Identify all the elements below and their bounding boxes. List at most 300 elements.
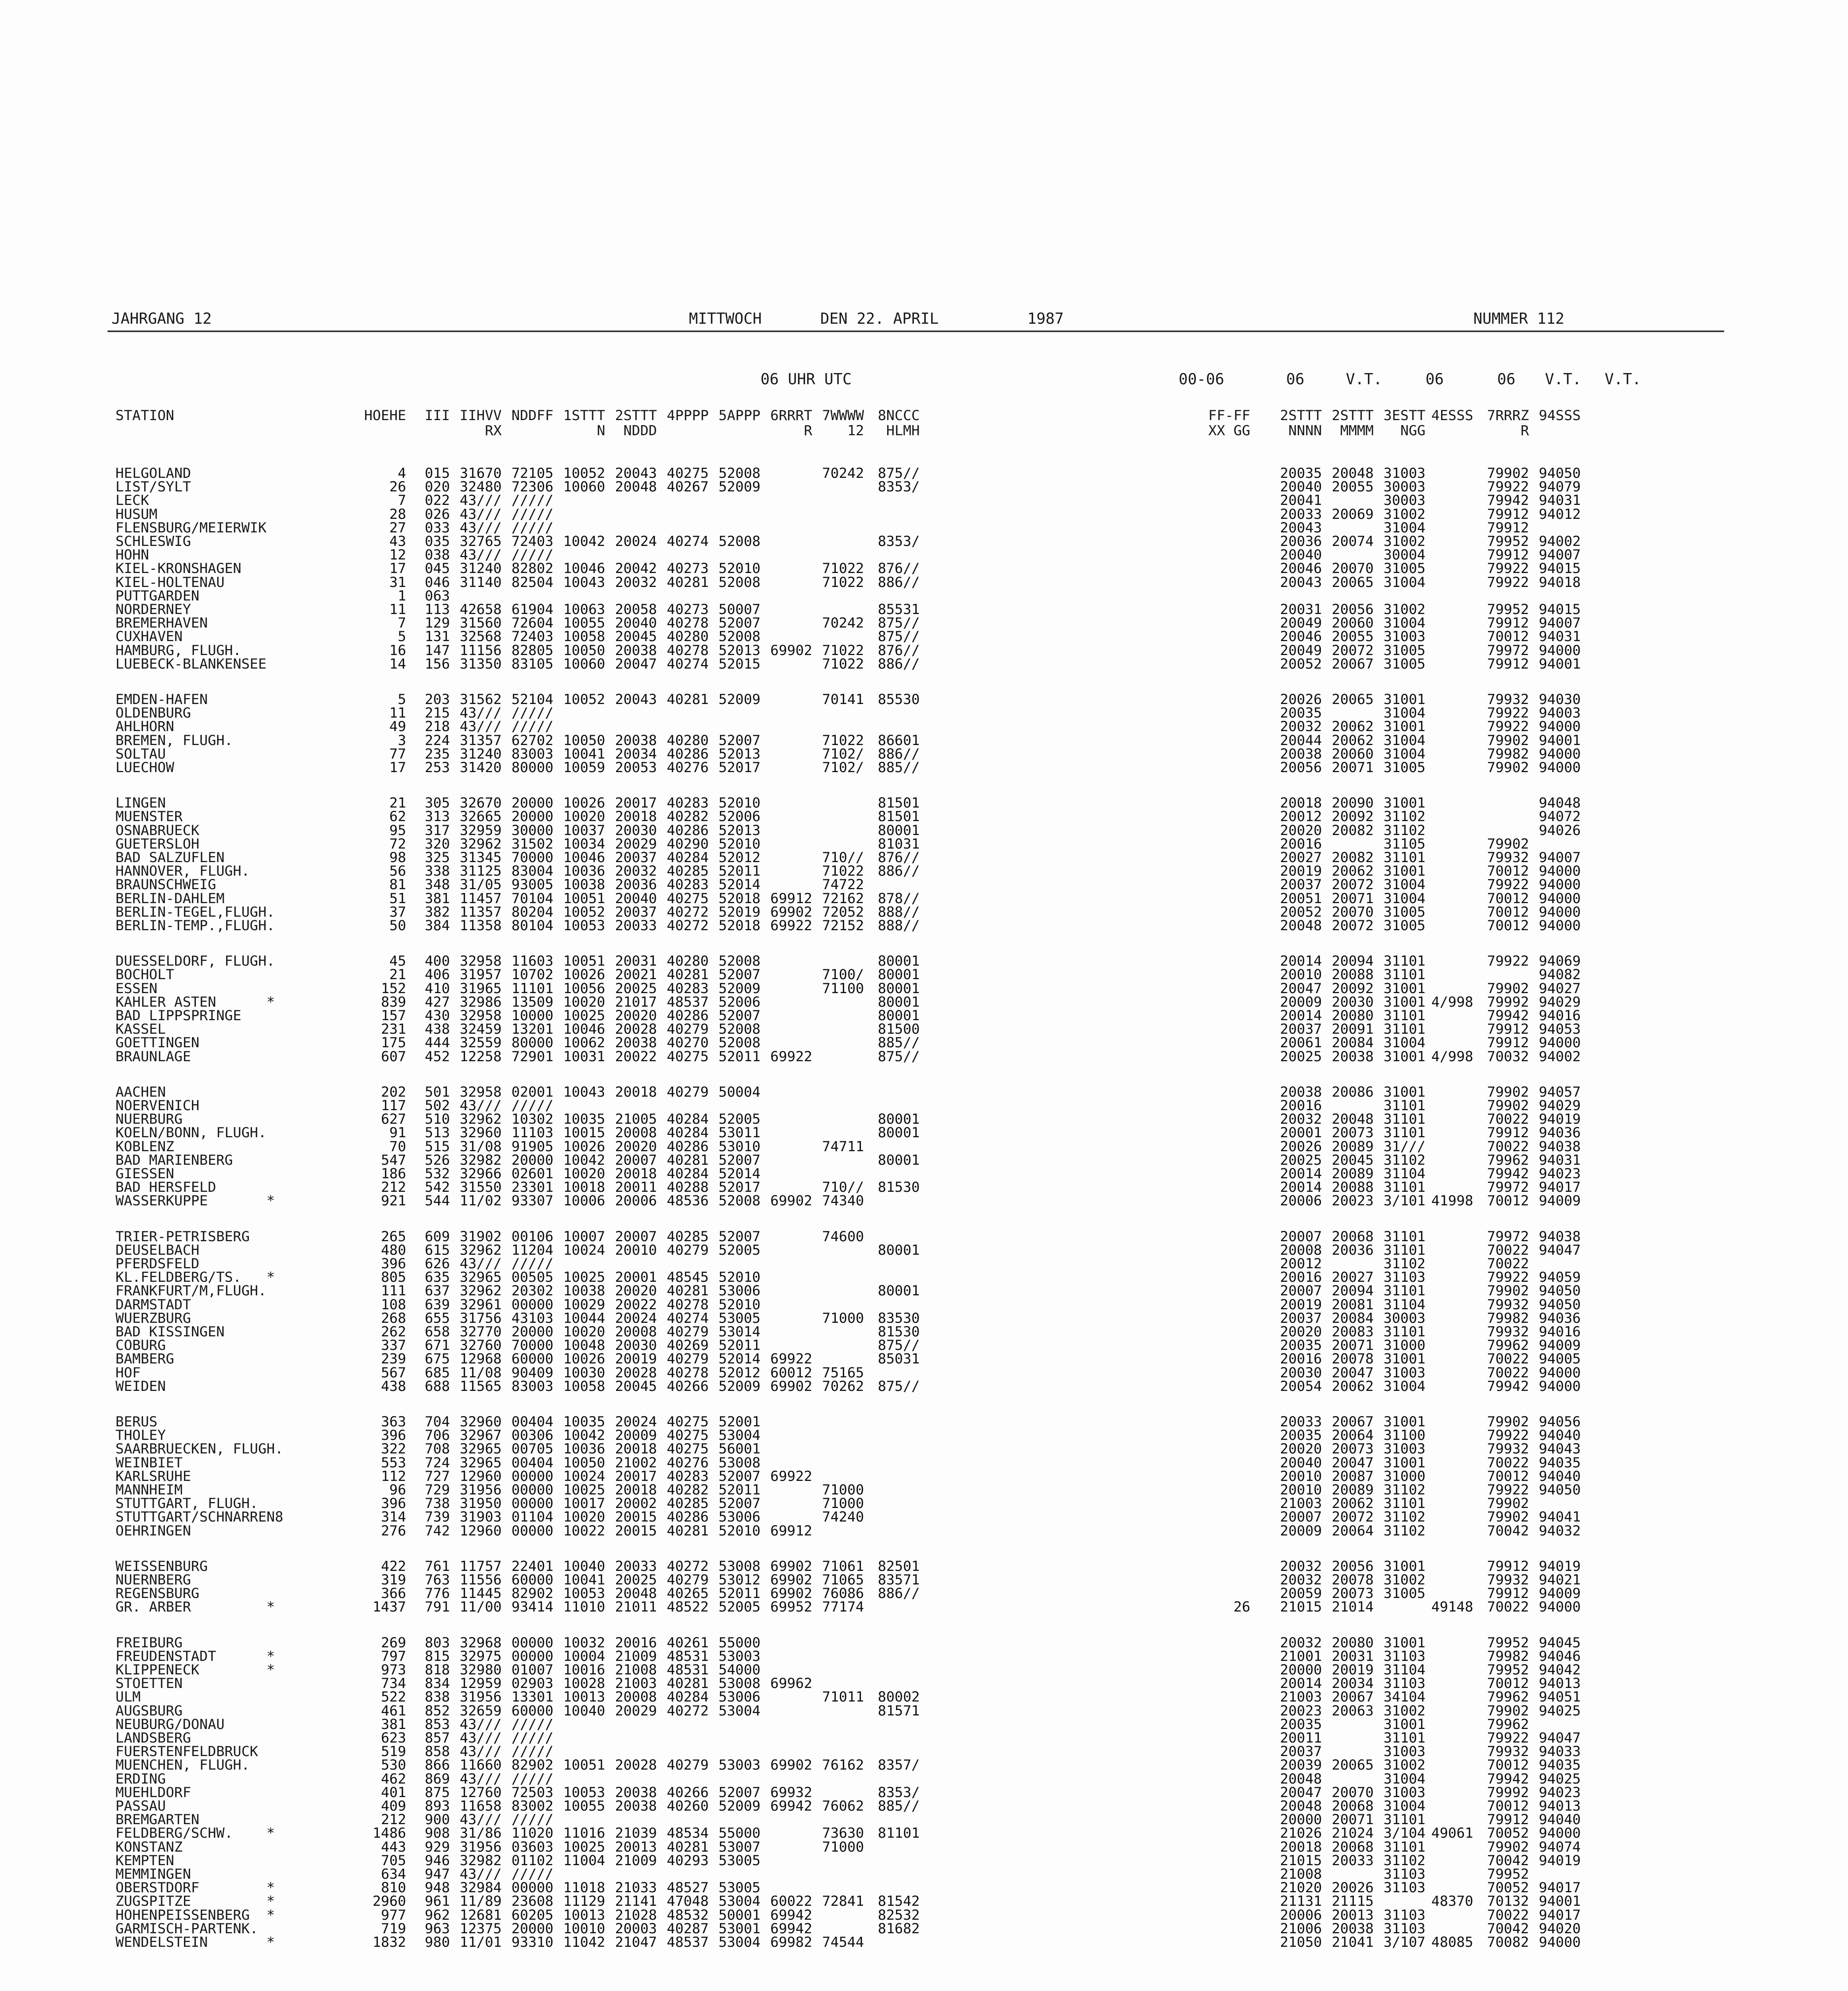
cell-hoehe: 12 xyxy=(389,547,406,563)
cell-iii: 305 xyxy=(424,795,450,812)
cell-hoehe: 977 xyxy=(381,1907,406,1923)
cell-b94sss: 94050 xyxy=(1539,1482,1581,1498)
cell-c7wwww: 74340 xyxy=(822,1193,864,1209)
station-name: PUTTGARDEN xyxy=(115,588,199,604)
cell-b2sttt: 20025 xyxy=(1280,1048,1322,1065)
cell-b2sttt: 20035 xyxy=(1280,1428,1322,1444)
cell-c4pppp: 40272 xyxy=(667,904,709,920)
table-row xyxy=(0,1125,1848,1140)
cell-iii: 381 xyxy=(424,890,450,907)
cell-b3esst: 31101 xyxy=(1383,1242,1426,1258)
cell-c4pppp: 40274 xyxy=(667,656,709,672)
cell-nddff: 83002 xyxy=(511,1798,553,1814)
cell-nddff: ///// xyxy=(511,1744,553,1760)
cell-iii: 962 xyxy=(424,1907,450,1923)
cell-b2sttt2: 20038 xyxy=(1332,1921,1374,1937)
cell-nddff: 10702 xyxy=(511,967,553,983)
cell-hoehe: 117 xyxy=(381,1098,406,1114)
cell-b7rrrz: 79902 xyxy=(1487,836,1529,852)
cell-c2sttt: 20008 xyxy=(615,1324,657,1340)
cell-c8nccc: 886// xyxy=(878,574,920,591)
cell-c6rrrt: 69902 xyxy=(770,1193,812,1209)
cell-b2sttt: 20033 xyxy=(1280,1414,1322,1430)
cell-nddff: 01007 xyxy=(511,1662,553,1678)
cell-b2sttt: 21006 xyxy=(1280,1921,1322,1937)
cell-c7wwww: 71061 xyxy=(822,1558,864,1574)
cell-b7rrrz: 79912 xyxy=(1487,1125,1529,1141)
cell-c7wwww: 74544 xyxy=(822,1934,864,1950)
cell-b7rrrz: 70022 xyxy=(1487,1365,1529,1381)
cell-c5appp: 52007 xyxy=(718,615,761,632)
cell-b2sttt: 20012 xyxy=(1280,809,1322,825)
cell-b94sss: 94012 xyxy=(1539,506,1581,522)
station-name: REGENSBURG xyxy=(115,1586,199,1602)
cell-iihvv: 31550 xyxy=(460,1179,502,1196)
cell-nddff: 93005 xyxy=(511,877,553,893)
cell-b3esst: 31002 xyxy=(1383,602,1426,618)
group-label-5: 06 xyxy=(1497,370,1516,388)
cell-c4pppp: 40278 xyxy=(667,642,709,659)
cell-c1sttt: 10031 xyxy=(563,1048,605,1065)
table-row xyxy=(0,1635,1848,1651)
cell-b3esst: 3/101 xyxy=(1383,1193,1426,1209)
cell-c5appp: 52009 xyxy=(718,692,761,708)
table-row xyxy=(0,1758,1848,1773)
cell-c8nccc: 875// xyxy=(878,465,920,481)
column-header-c5appp: 5APPP xyxy=(718,408,761,424)
cell-iihvv: 43/// xyxy=(460,1098,502,1114)
cell-iihvv: 32958 xyxy=(460,1084,502,1100)
cell-iihvv: 31560 xyxy=(460,615,502,632)
cell-b2sttt2: 20092 xyxy=(1332,809,1374,825)
cell-c1sttt: 10030 xyxy=(563,1365,605,1381)
cell-hoehe: 409 xyxy=(381,1798,406,1814)
cell-c5appp: 53004 xyxy=(718,1934,761,1950)
cell-c1sttt: 11016 xyxy=(563,1825,605,1842)
cell-hoehe: 21 xyxy=(389,967,406,983)
cell-iii: 131 xyxy=(424,629,450,645)
cell-c6rrrt: 69902 xyxy=(770,904,812,920)
cell-iihvv: 11357 xyxy=(460,904,502,920)
cell-iii: 946 xyxy=(424,1852,450,1869)
cell-b7rrrz: 79952 xyxy=(1487,602,1529,618)
cell-c5appp: 54000 xyxy=(718,1662,761,1678)
cell-c1sttt: 10050 xyxy=(563,642,605,659)
station-name: WENDELSTEIN * xyxy=(115,1934,275,1950)
cell-iii: 020 xyxy=(424,479,450,495)
cell-b7rrrz: 79942 xyxy=(1487,1008,1529,1024)
table-row xyxy=(0,1826,1848,1841)
cell-b2sttt: 20020 xyxy=(1280,1441,1322,1457)
cell-c7wwww: 70242 xyxy=(822,615,864,632)
cell-c4pppp: 40272 xyxy=(667,1558,709,1574)
cell-c8nccc: 81031 xyxy=(878,836,920,852)
cell-iii: 875 xyxy=(424,1784,450,1801)
station-name: DARMSTADT xyxy=(115,1297,191,1313)
cell-c5appp: 52008 xyxy=(718,953,761,970)
cell-iihvv: 43/// xyxy=(460,1866,502,1882)
cell-b94sss: 94023 xyxy=(1539,1784,1581,1801)
cell-nddff: 00000 xyxy=(511,1468,553,1484)
cell-c8nccc: 80001 xyxy=(878,980,920,997)
cell-b7rrrz: 79912 xyxy=(1487,615,1529,632)
cell-c2sttt: 20011 xyxy=(615,1179,657,1196)
station-column-header: STATION xyxy=(115,408,174,424)
station-name: TRIER-PETRISBERG xyxy=(115,1228,250,1245)
cell-hoehe: 705 xyxy=(381,1852,406,1869)
cell-b2sttt2: 20072 xyxy=(1332,918,1374,934)
cell-hoehe: 530 xyxy=(381,1757,406,1774)
table-row xyxy=(0,1297,1848,1312)
cell-b7rrrz: 79922 xyxy=(1487,953,1529,970)
column-subheader-ffff: XX GG xyxy=(1208,423,1250,439)
cell-c4pppp: 40275 xyxy=(667,890,709,907)
cell-hoehe: 108 xyxy=(381,1297,406,1313)
cell-c5appp: 52005 xyxy=(718,1111,761,1128)
cell-iihvv: 31140 xyxy=(460,574,502,591)
cell-hoehe: 186 xyxy=(381,1166,406,1182)
cell-b2sttt2: 20065 xyxy=(1332,692,1374,708)
cell-b3esst: 31103 xyxy=(1383,1880,1426,1896)
cell-b2sttt: 20007 xyxy=(1280,1283,1322,1299)
cell-c4pppp: 40285 xyxy=(667,1228,709,1245)
cell-iii: 639 xyxy=(424,1297,450,1313)
cell-c4pppp: 40266 xyxy=(667,1378,709,1394)
cell-c5appp: 52007 xyxy=(718,732,761,749)
table-row xyxy=(0,918,1848,933)
table-row xyxy=(0,1510,1848,1525)
cell-b3esst: 31003 xyxy=(1383,629,1426,645)
cell-nddff: 82802 xyxy=(511,561,553,577)
group-label-4: 06 xyxy=(1426,370,1444,388)
cell-c5appp: 52005 xyxy=(718,1599,761,1615)
cell-c4pppp: 40275 xyxy=(667,1048,709,1065)
cell-b3esst: 31101 xyxy=(1383,953,1426,970)
cell-iii: 671 xyxy=(424,1338,450,1354)
cell-c2sttt: 20029 xyxy=(615,1703,657,1719)
cell-b94sss: 94002 xyxy=(1539,534,1581,550)
cell-c1sttt: 10059 xyxy=(563,760,605,776)
cell-c4pppp: 40275 xyxy=(667,1441,709,1457)
table-row xyxy=(0,1229,1848,1244)
station-name: WEINBIET xyxy=(115,1455,183,1471)
station-name: BRAUNSCHWEIG xyxy=(115,877,216,893)
cell-b2sttt2: 20065 xyxy=(1332,574,1374,591)
cell-b2sttt: 20030 xyxy=(1280,1365,1322,1381)
cell-b94sss: 94036 xyxy=(1539,1125,1581,1141)
cell-c2sttt: 20025 xyxy=(615,980,657,997)
cell-c5appp: 52008 xyxy=(718,1021,761,1038)
table-row xyxy=(0,1703,1848,1719)
cell-c8nccc: 80001 xyxy=(878,1125,920,1141)
cell-b3esst: 31101 xyxy=(1383,1125,1426,1141)
cell-nddff: 80204 xyxy=(511,904,553,920)
cell-b7rrrz: 79922 xyxy=(1487,1428,1529,1444)
cell-c1sttt: 10040 xyxy=(563,1703,605,1719)
cell-c1sttt: 10051 xyxy=(563,953,605,970)
cell-b94sss: 94007 xyxy=(1539,547,1581,563)
cell-hoehe: 7 xyxy=(397,493,406,509)
cell-iii: 513 xyxy=(424,1125,450,1141)
cell-hoehe: 17 xyxy=(389,561,406,577)
station-name: KIEL-HOLTENAU xyxy=(115,574,225,591)
cell-hoehe: 396 xyxy=(381,1496,406,1512)
cell-c4pppp: 40286 xyxy=(667,746,709,762)
cell-b2sttt: 20051 xyxy=(1280,890,1322,907)
cell-iii: 224 xyxy=(424,732,450,749)
cell-c6rrrt: 69942 xyxy=(770,1921,812,1937)
cell-b3esst: 31103 xyxy=(1383,1907,1426,1923)
station-name: FRANKFURT/M,FLUGH. xyxy=(115,1283,267,1299)
cell-b2sttt2: 20081 xyxy=(1332,1297,1374,1313)
cell-c6rrrt: 69962 xyxy=(770,1676,812,1692)
cell-b3esst: 31005 xyxy=(1383,561,1426,577)
cell-iihvv: 12960 xyxy=(460,1468,502,1484)
cell-iihvv: 32982 xyxy=(460,1152,502,1168)
cell-iii: 384 xyxy=(424,918,450,934)
column-header-c7wwww: 7WWWW xyxy=(822,408,864,424)
cell-c2sttt: 20030 xyxy=(615,822,657,839)
cell-c2sttt: 20020 xyxy=(615,1138,657,1155)
station-name: MANNHEIM xyxy=(115,1482,183,1498)
cell-iii: 026 xyxy=(424,506,450,522)
station-name: THOLEY xyxy=(115,1428,166,1444)
cell-b2sttt: 20038 xyxy=(1280,746,1322,762)
cell-c1sttt: 10024 xyxy=(563,1242,605,1258)
cell-b94sss: 94030 xyxy=(1539,692,1581,708)
cell-b2sttt: 20027 xyxy=(1280,850,1322,866)
cell-iihvv: 43/// xyxy=(460,1771,502,1787)
cell-c1sttt: 10044 xyxy=(563,1310,605,1326)
cell-nddff: 02601 xyxy=(511,1166,553,1182)
cell-c8nccc: 80001 xyxy=(878,1152,920,1168)
cell-b3esst: 31101 xyxy=(1383,1730,1426,1746)
cell-c4pppp: 48522 xyxy=(667,1599,709,1615)
cell-c1sttt: 10026 xyxy=(563,1138,605,1155)
table-row xyxy=(0,561,1848,576)
station-name: OBERSTDORF * xyxy=(115,1880,275,1896)
cell-b2sttt: 20038 xyxy=(1280,1084,1322,1100)
cell-b94sss: 94000 xyxy=(1539,746,1581,762)
cell-b94sss: 94040 xyxy=(1539,1428,1581,1444)
cell-iii: 515 xyxy=(424,1138,450,1155)
cell-hoehe: 627 xyxy=(381,1111,406,1128)
cell-nddff: 00000 xyxy=(511,1297,553,1313)
cell-b2sttt2: 20073 xyxy=(1332,1586,1374,1602)
cell-b3esst: 31005 xyxy=(1383,656,1426,672)
cell-c4pppp: 40285 xyxy=(667,1496,709,1512)
cell-b2sttt: 20040 xyxy=(1280,547,1322,563)
cell-c8nccc: 85531 xyxy=(878,602,920,618)
cell-c4pppp: 40286 xyxy=(667,1509,709,1526)
cell-b2sttt2: 20089 xyxy=(1332,1138,1374,1155)
cell-nddff: 72306 xyxy=(511,479,553,495)
cell-c2sttt: 20043 xyxy=(615,465,657,481)
cell-nddff: 11103 xyxy=(511,1125,553,1141)
cell-c8nccc: 81501 xyxy=(878,795,920,812)
cell-c2sttt: 20022 xyxy=(615,1048,657,1065)
cell-iii: 635 xyxy=(424,1269,450,1286)
cell-b7rrrz: 70022 xyxy=(1487,1907,1529,1923)
cell-c2sttt: 20008 xyxy=(615,1125,657,1141)
cell-c5appp: 52013 xyxy=(718,822,761,839)
cell-b2sttt2: 21014 xyxy=(1332,1599,1374,1615)
cell-c2sttt: 20040 xyxy=(615,890,657,907)
station-name: PFERDSFELD xyxy=(115,1256,199,1272)
station-name: FREIBURG xyxy=(115,1635,183,1651)
cell-b3esst: 31102 xyxy=(1383,1256,1426,1272)
cell-b7rrrz: 79992 xyxy=(1487,1784,1529,1801)
cell-iihvv: 32770 xyxy=(460,1324,502,1340)
cell-b94sss: 94000 xyxy=(1539,890,1581,907)
cell-b2sttt: 20052 xyxy=(1280,904,1322,920)
cell-iii: 338 xyxy=(424,863,450,880)
cell-c7wwww: 71000 xyxy=(822,1839,864,1855)
cell-nddff: 01104 xyxy=(511,1509,553,1526)
cell-b2sttt2: 20067 xyxy=(1332,1414,1374,1430)
cell-iii: 791 xyxy=(424,1599,450,1615)
cell-c2sttt: 20038 xyxy=(615,1798,657,1814)
cell-hoehe: 797 xyxy=(381,1648,406,1664)
cell-b2sttt: 20020 xyxy=(1280,822,1322,839)
cell-b7rrrz: 79942 xyxy=(1487,493,1529,509)
table-row xyxy=(0,1035,1848,1050)
cell-nddff: 00306 xyxy=(511,1428,553,1444)
cell-iihvv: 32962 xyxy=(460,1283,502,1299)
cell-c6rrrt: 69902 xyxy=(770,642,812,659)
cell-c2sttt: 20020 xyxy=(615,1008,657,1024)
cell-b2sttt: 20018 xyxy=(1280,1839,1322,1855)
cell-b2sttt: 20035 xyxy=(1280,465,1322,481)
cell-c5appp: 53004 xyxy=(718,1893,761,1910)
cell-nddff: 70000 xyxy=(511,1338,553,1354)
cell-b2sttt2: 20045 xyxy=(1332,1152,1374,1168)
cell-hoehe: 973 xyxy=(381,1662,406,1678)
cell-b3esst: 31101 xyxy=(1383,967,1426,983)
cell-c8nccc: 80001 xyxy=(878,1242,920,1258)
cell-c1sttt: 10013 xyxy=(563,1689,605,1705)
cell-c1sttt: 10025 xyxy=(563,1008,605,1024)
cell-b7rrrz: 79912 xyxy=(1487,520,1529,536)
cell-iii: 818 xyxy=(424,1662,450,1678)
cell-b2sttt2: 20064 xyxy=(1332,1428,1374,1444)
cell-nddff: 11101 xyxy=(511,980,553,997)
cell-b2sttt: 20047 xyxy=(1280,1784,1322,1801)
cell-b94sss: 94005 xyxy=(1539,1351,1581,1367)
cell-b2sttt: 21015 xyxy=(1280,1599,1322,1615)
cell-hoehe: 31 xyxy=(389,574,406,591)
cell-c6rrrt: 69902 xyxy=(770,1558,812,1574)
cell-iii: 724 xyxy=(424,1455,450,1471)
cell-c1sttt: 10004 xyxy=(563,1648,605,1664)
cell-iii: 637 xyxy=(424,1283,450,1299)
cell-c7wwww: 71022 xyxy=(822,863,864,880)
cell-nddff: 93307 xyxy=(511,1193,553,1209)
station-name: HAMBURG, FLUGH. xyxy=(115,642,242,659)
cell-b2sttt: 20043 xyxy=(1280,520,1322,536)
cell-c1sttt: 10020 xyxy=(563,1324,605,1340)
cell-b3esst: 31001 xyxy=(1383,1414,1426,1430)
cell-b94sss: 94000 xyxy=(1539,1825,1581,1842)
cell-b2sttt: 20048 xyxy=(1280,1771,1322,1787)
cell-c1sttt: 10052 xyxy=(563,692,605,708)
cell-hoehe: 519 xyxy=(381,1744,406,1760)
cell-hoehe: 607 xyxy=(381,1048,406,1065)
cell-b7rrrz: 70052 xyxy=(1487,1880,1529,1896)
cell-b7rrrz: 79902 xyxy=(1487,732,1529,749)
cell-b2sttt2: 20055 xyxy=(1332,629,1374,645)
cell-c1sttt: 10024 xyxy=(563,1468,605,1484)
cell-b7rrrz: 70042 xyxy=(1487,1921,1529,1937)
cell-c5appp: 52013 xyxy=(718,746,761,762)
document-header xyxy=(108,307,1724,332)
cell-c7wwww: 70262 xyxy=(822,1378,864,1394)
cell-c4pppp: 40279 xyxy=(667,1351,709,1367)
cell-b2sttt: 20032 xyxy=(1280,1635,1322,1651)
cell-hoehe: 262 xyxy=(381,1324,406,1340)
cell-b2sttt: 20011 xyxy=(1280,1730,1322,1746)
cell-hoehe: 26 xyxy=(389,479,406,495)
cell-c4pppp: 40284 xyxy=(667,1111,709,1128)
cell-c1sttt: 10053 xyxy=(563,1586,605,1602)
cell-b2sttt: 20007 xyxy=(1280,1509,1322,1526)
cell-c1sttt: 10025 xyxy=(563,1482,605,1498)
cell-iihvv: 32986 xyxy=(460,994,502,1010)
cell-nddff: ///// xyxy=(511,520,553,536)
cell-iihvv: 31903 xyxy=(460,1509,502,1526)
cell-hoehe: 17 xyxy=(389,760,406,776)
cell-c2sttt: 21033 xyxy=(615,1880,657,1896)
cell-b7rrrz: 70012 xyxy=(1487,904,1529,920)
cell-nddff: 82805 xyxy=(511,642,553,659)
cell-b3esst: 31002 xyxy=(1383,1757,1426,1774)
cell-iihvv: 43/// xyxy=(460,1716,502,1733)
cell-b4esss: 48085 xyxy=(1431,1934,1473,1950)
cell-b7rrrz: 79942 xyxy=(1487,1166,1529,1182)
cell-iihvv: 11457 xyxy=(460,890,502,907)
cell-b3esst: 31101 xyxy=(1383,1111,1426,1128)
table-row xyxy=(0,1908,1848,1923)
cell-c2sttt: 20040 xyxy=(615,615,657,632)
cell-b2sttt: 20052 xyxy=(1280,656,1322,672)
cell-c1sttt: 10052 xyxy=(563,465,605,481)
cell-b2sttt2: 20065 xyxy=(1332,1757,1374,1774)
cell-nddff: ///// xyxy=(511,1730,553,1746)
cell-nddff: 82902 xyxy=(511,1757,553,1774)
cell-c2sttt: 21003 xyxy=(615,1676,657,1692)
cell-iihvv: 11/00 xyxy=(460,1599,502,1615)
cell-nddff: 90409 xyxy=(511,1365,553,1381)
cell-iii: 761 xyxy=(424,1558,450,1574)
cell-b7rrrz: 70022 xyxy=(1487,1242,1529,1258)
cell-c4pppp: 40269 xyxy=(667,1338,709,1354)
cell-c4pppp: 40267 xyxy=(667,479,709,495)
cell-c6rrrt: 69912 xyxy=(770,890,812,907)
cell-c7wwww: 74240 xyxy=(822,1509,864,1526)
cell-b94sss: 94016 xyxy=(1539,1324,1581,1340)
cell-nddff: 80000 xyxy=(511,1035,553,1051)
cell-hoehe: 152 xyxy=(381,980,406,997)
cell-c2sttt: 20018 xyxy=(615,1084,657,1100)
cell-c5appp: 52008 xyxy=(718,1193,761,1209)
cell-b2sttt: 20037 xyxy=(1280,877,1322,893)
cell-iii: 948 xyxy=(424,1880,450,1896)
cell-b94sss: 94050 xyxy=(1539,465,1581,481)
cell-b2sttt2: 20062 xyxy=(1332,1378,1374,1394)
cell-nddff: ///// xyxy=(511,1098,553,1114)
cell-iihvv: 43/// xyxy=(460,1730,502,1746)
cell-nddff: 20000 xyxy=(511,809,553,825)
